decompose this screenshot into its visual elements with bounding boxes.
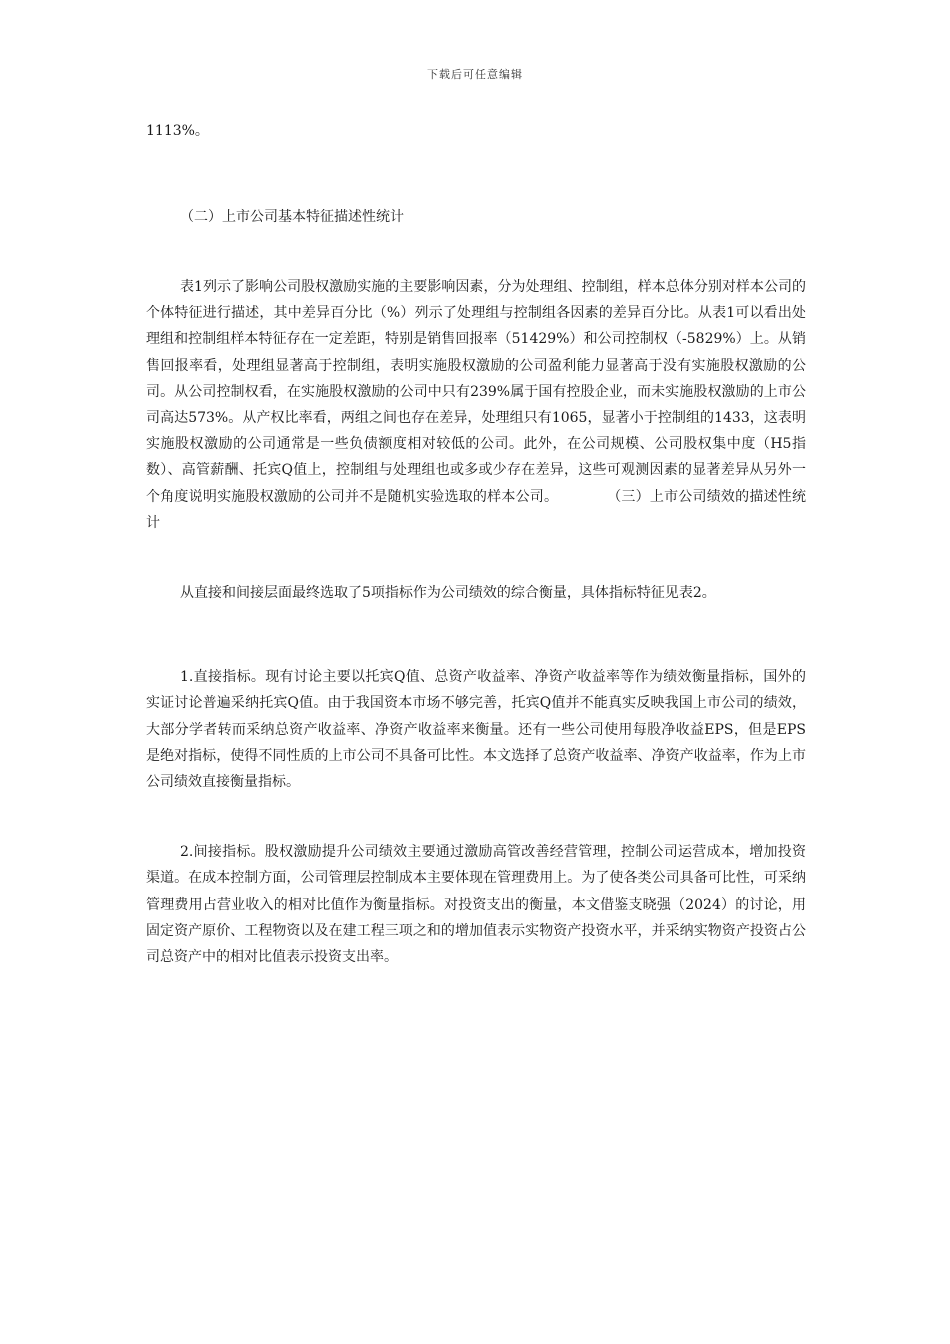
section-heading-3: （三）上市公司绩效的描述性统计 (146, 488, 807, 531)
page-header: 下载后可任意编辑 (427, 68, 523, 81)
document-body (146, 118, 806, 970)
paragraph-indirect-indicators: 2.间接指标。股权激励提升公司绩效主要通过激励高管改善经营管理，控制公司运营成本，增加投资渠道。在成本控制方面，公司管理层控制成本主要体现在管理费用上。为了使各类公司具备可比性，可采纳管理费用占营业收入的相对比值作为衡量指标。对投资支出的衡量，本文借鉴支晓强（2024）的讨论，用固定资产原价、工程物资以及在建工程三项之和的增加值表示实物资产投资水平，并采纳实物资产投资占公司总资产中的相对比值表示投资支出率。 (146, 844, 806, 966)
paragraph-text: 表1列示了影响公司股权激励实施的主要影响因素，分为处理组、控制组，样本总体分别对样本公司的个体特征进行描述，其中差异百分比（%）列示了处理组与控制组各因素的差异百分比。从表1可以看出处理组和控制组样本特征存在一定差距，特别是销售回报率（51429%）和公司控制权（-5829%）上。从销售回报率看，处理组显著高于控制组，表明实施股权激励的公司盈利能力显著高于没有实施股权激励的公司。从公司控制权看，在实施股权激励的公司中只有239%属于国有控股企业，而未实施股权激励的上市公司高达573%。从产权比率看，两组之间也存在差异，处理组只有1065，显著小于控制组的1433，这表明实施股权激励的公司通常是一些负债额度相对较低的公司。此外，在公司规模、公司股权集中度（H5指数）、高管薪酬、托宾Q值上，控制组与处理组也或多或少存在差异，这些可观测因素的显著差异从另外一个角度说明实施股权激励的公司并不是随机实验选取的样本公司。 (146, 279, 806, 505)
paragraph-direct-indicators: 1.直接指标。现有讨论主要以托宾Q值、总资产收益率、净资产收益率等作为绩效衡量指标，国外的实证讨论普遍采纳托宾Q值。由于我国资本市场不够完善，托宾Q值并不能真实反映我国上市公司的绩效，大部分学者转而采纳总资产收益率、净资产收益率来衡量。还有一些公司使用每股净收益EPS，但是EPS是绝对指标，使得不同性质的上市公司不具备可比性。本文选择了总资产收益率、净资产收益率，作为上市公司绩效直接衡量指标。 (146, 669, 806, 791)
paragraph-table1-description (146, 274, 806, 536)
paragraph-indicator-intro: 从直接和间接层面最终选取了5项指标作为公司绩效的综合衡量，具体指标特征见表2。 (180, 585, 716, 602)
section-heading-2: （二）上市公司基本特征描述性统计 (180, 209, 404, 225)
continuation-line: 1113%。 (146, 123, 209, 139)
